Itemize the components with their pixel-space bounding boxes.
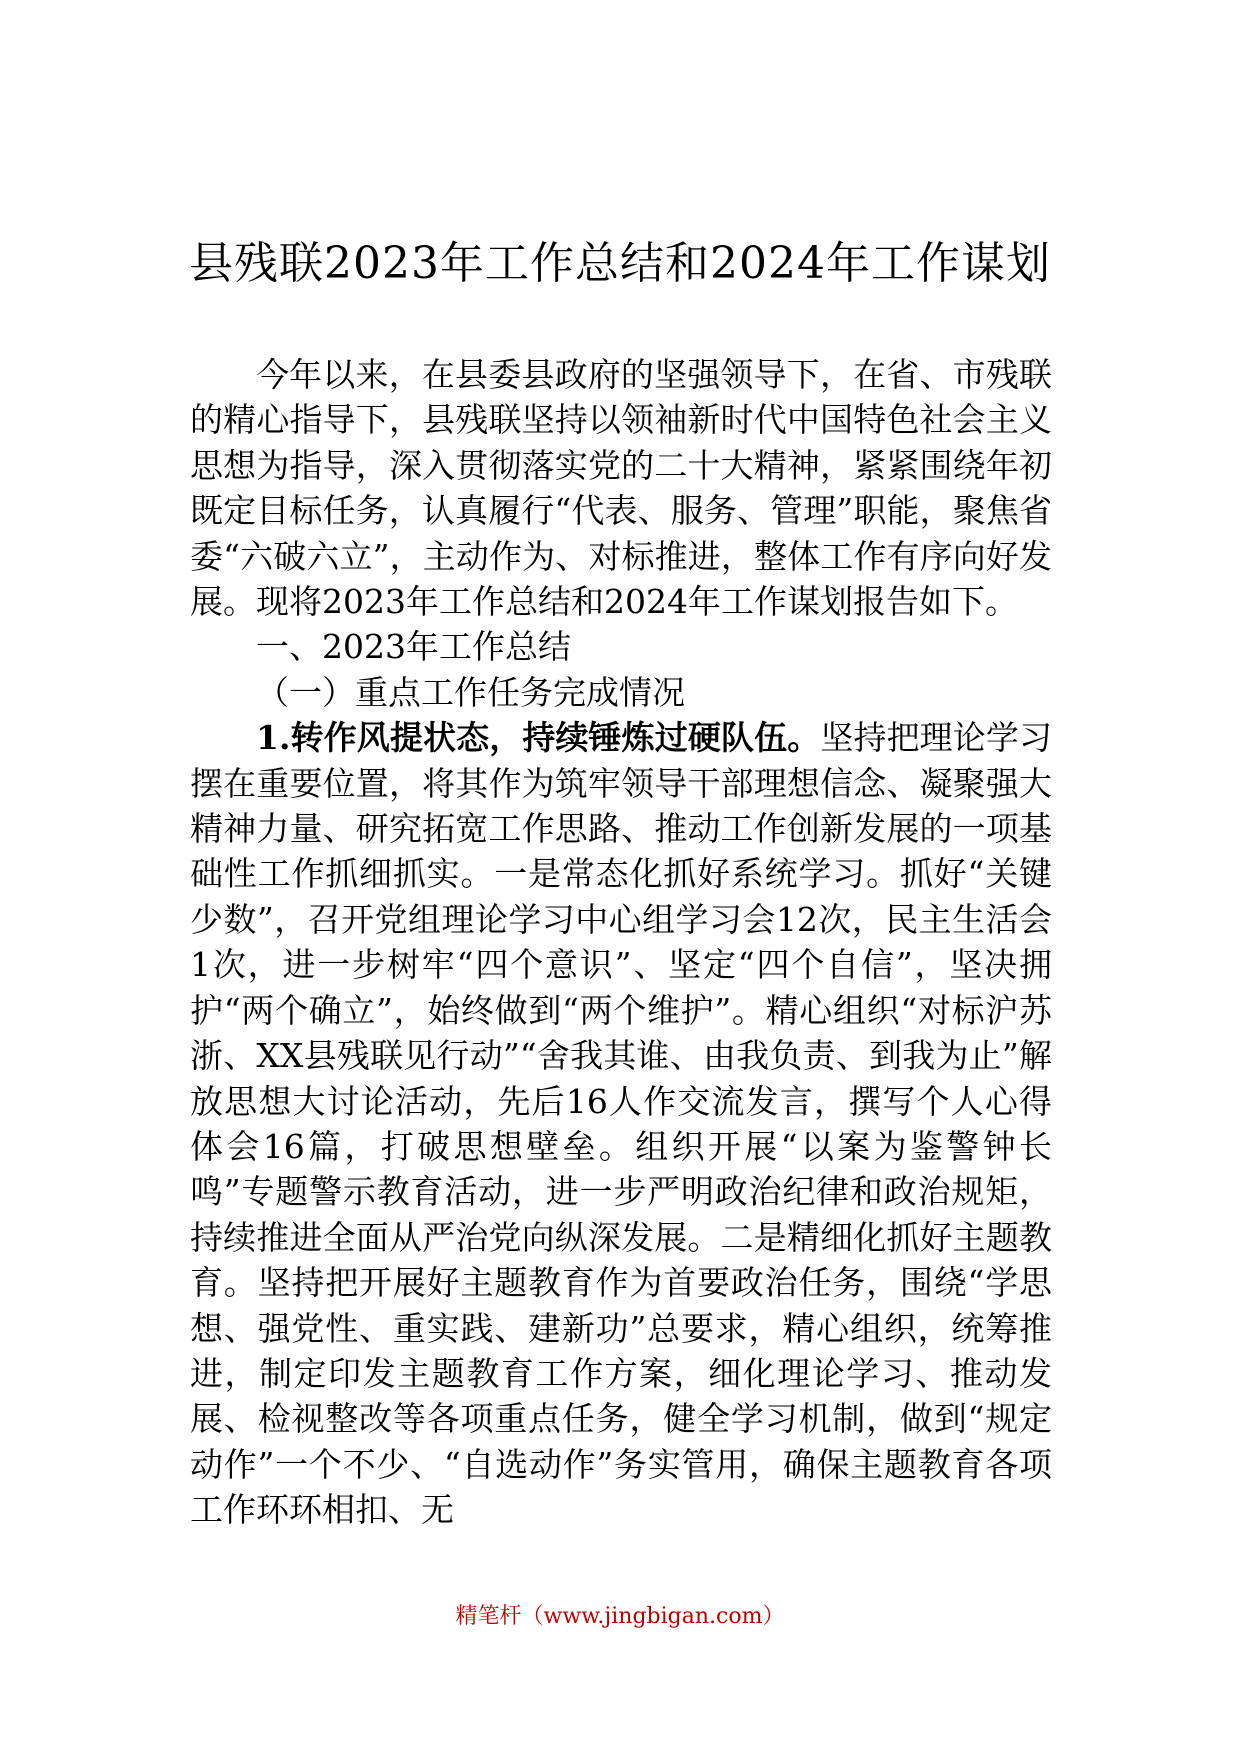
item-paragraph bbox=[190, 715, 1052, 1532]
item-lead: 1.转作风提状态，持续锤炼过硬队伍。 bbox=[256, 718, 821, 758]
document-body bbox=[190, 352, 1052, 1533]
intro-paragraph: 今年以来，在县委县政府的坚强领导下，在省、市残联的精心指导下，县残联坚持以领袖新时代中国特色社会主义思想为指导，深入贯彻落实党的二十大精神，紧紧围绕年初既定目标任务，认真履行“代表、服务、管理”职能，聚焦省委“六破六立”，主动作为、对标推进，整体工作有序向好发展。现将2023年工作总结和2024年工作谋划报告如下。 bbox=[190, 355, 1052, 622]
subsection-heading: （一）重点工作任务完成情况 bbox=[256, 672, 685, 712]
item-body: 坚持把理论学习摆在重要位置，将其作为筑牢领导干部理想信念、凝聚强大精神力量、研究拓宽工作思路、推动工作创新发展的一项基础性工作抓细抓实。一是常态化抓好系统学习。抓好“关键少数”，召开党组理论学习中心组学习会12次，民主生活会1次，进一步树牢“四个意识”、坚定“四个自信”，坚决拥护“两个确立”，始终做到“两个维护”。精心组织“对标沪苏浙、XX县残联见行动”“舍我其谁、由我负责、到我为止”解放思想大讨论活动，先后16人作交流发言，撰写个人心得体会16篇，打破思想壁垒。组织开展“以案为鉴警钟长鸣”专题警示教育活动，进一步严明政治纪律和政治规矩，持续推进全面从严治党向纵深发展。二是精细化抓好主题教育。坚持把开展好主题教育作为首要政治任务，围绕“学思想、强党性、重实践、建新功”总要求，精心组织，统筹推进，制定印发主题教育工作方案，细化理论学习、推动发展、检视整改等各项重点任务，健全学习机制，做到“规定动作”一个不少、“自选动作”务实管用，确保主题教育各项工作环环相扣、无 bbox=[190, 718, 1053, 1530]
document-title: 县残联2023年工作总结和2024年工作谋划 bbox=[189, 238, 1051, 290]
section-heading: 一、2023年工作总结 bbox=[256, 627, 571, 667]
footer-credit: 精笔杆（www.jingbigan.com） bbox=[455, 1604, 785, 1629]
